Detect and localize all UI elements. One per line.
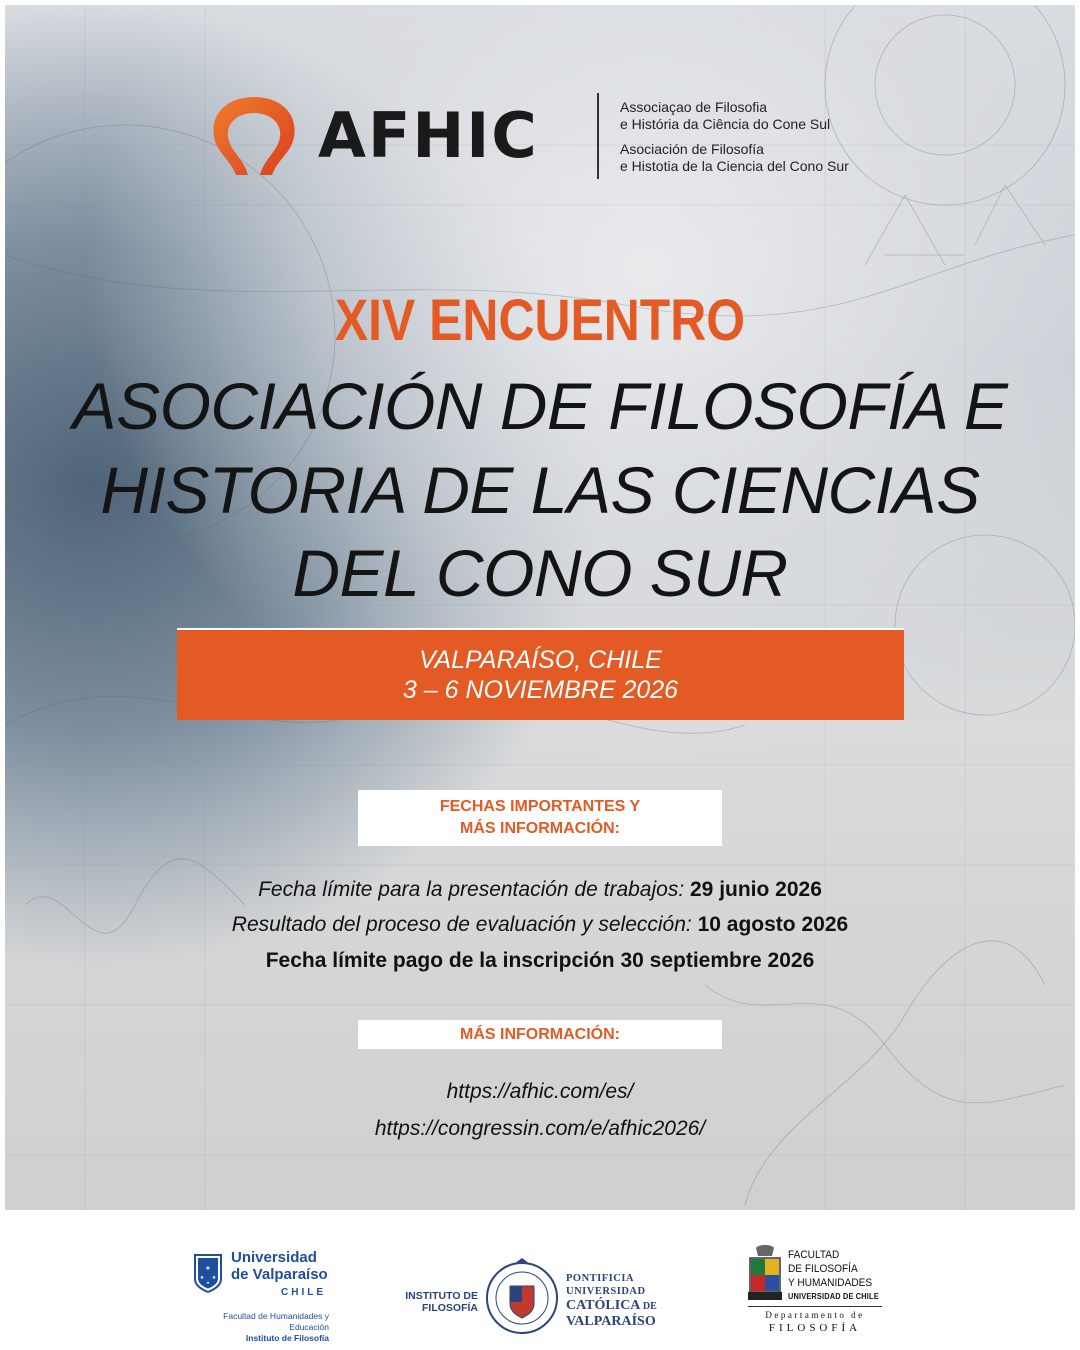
deadline-results-label: Resultado del proceso de evaluación y selección: [231, 913, 698, 936]
svg-text:★: ★ [205, 1266, 211, 1272]
deadline-results [5, 913, 1075, 937]
uv-name [231, 1249, 328, 1283]
uchile-divider [748, 1306, 882, 1307]
event-title-line-3: DEL CONO SUR [292, 536, 788, 610]
uchile-crest-icon [748, 1244, 782, 1304]
uv-country: CHILE [281, 1287, 326, 1298]
brand-subtitles [620, 99, 849, 175]
event-location: VALPARAÍSO, CHILE [419, 646, 662, 674]
uchile-faculty [788, 1248, 879, 1304]
uchile-line-2: DE FILOSOFÍA [788, 1263, 858, 1275]
event-edition: XIV ENCUENTRO [334, 288, 746, 353]
brand-divider [597, 93, 599, 179]
congressin-link[interactable]: https://congressin.com/e/afhic2026/ [374, 1117, 706, 1140]
uv-faculty-block [195, 1311, 329, 1344]
svg-text:★: ★ [199, 1275, 205, 1281]
subtitle-pt-2: e História da Ciência do Cone Sul [620, 116, 831, 132]
deadline-submission-value: 29 junio 2026 [690, 878, 822, 901]
ucv-seal-icon [484, 1256, 560, 1336]
pucv-institute-line-2: FILOSOFÍA [422, 1302, 478, 1314]
deadline-payment: Fecha límite pago de la inscripción 30 septiembre 2026 [265, 949, 815, 972]
deadline-results-value: 10 agosto 2026 [697, 913, 849, 936]
uv-name-line-1: Universidad [231, 1249, 317, 1266]
deadline-submission [5, 878, 1075, 902]
subtitle-es-1: Asociación de Filosofía [620, 141, 764, 157]
pucv-name-line-4: VALPARAÍSO [566, 1314, 656, 1329]
sponsor-footer [0, 1210, 1080, 1350]
deadline-submission-label: Fecha límite para la presentación de trabajos: [258, 878, 690, 901]
uv-name-line-2: de Valparaíso [231, 1266, 328, 1283]
pucv-institute-line-1: INSTITUTO DE [405, 1290, 478, 1302]
more-info-heading: MÁS INFORMACIÓN: [358, 1020, 722, 1049]
uchile-filosofia-logo [748, 1242, 888, 1342]
location-banner [177, 628, 904, 720]
uv-institute: Instituto de Filosofía [245, 1333, 329, 1343]
event-title-line-2: HISTORIA DE LAS CIENCIAS [100, 453, 980, 527]
uv-shield-icon [193, 1253, 223, 1293]
uchile-line-3: Y HUMANIDADES [788, 1277, 873, 1289]
uchile-filosofia: FILOSOFÍA [768, 1322, 862, 1334]
uv-faculty: Facultad de Humanidades y Educación [223, 1311, 329, 1332]
pucv-name-line-1: PONTIFICIA [566, 1273, 635, 1284]
pucv-name-line-3: CATÓLICA DE [566, 1298, 657, 1313]
important-dates-heading [358, 790, 722, 846]
pucv-name-line-2: UNIVERSIDAD [566, 1286, 646, 1297]
uchile-line-1: FACULTAD [788, 1249, 840, 1261]
svg-text:★: ★ [206, 1280, 210, 1285]
important-dates-heading-line-2: MÁS INFORMACIÓN: [460, 820, 620, 837]
pucv-logo [400, 1250, 660, 1340]
subtitle-pt-1: Associaçao de Filosofia [620, 99, 768, 115]
pucv-name [566, 1272, 657, 1329]
brand-name: AFHIC [318, 99, 539, 172]
poster-background [5, 5, 1075, 1210]
afhic-logo-icon [208, 93, 300, 179]
subtitle-es-2: e Histotia de la Ciencia del Cono Sur [620, 158, 849, 174]
svg-text:★: ★ [211, 1275, 217, 1281]
pucv-institute [400, 1290, 478, 1314]
event-title-line-1: ASOCIACIÓN DE FILOSOFÍA E [72, 369, 1008, 443]
important-dates-heading-line-1: FECHAS IMPORTANTES Y [439, 798, 641, 815]
afhic-website-link[interactable]: https://afhic.com/es/ [446, 1080, 634, 1103]
universidad-de-valparaiso-logo [193, 1243, 333, 1343]
uchile-department: Departamento de [765, 1310, 865, 1320]
event-dates: 3 – 6 NOVIEMBRE 2026 [402, 676, 679, 704]
uchile-line-4: UNIVERSIDAD DE CHILE [788, 1292, 879, 1301]
